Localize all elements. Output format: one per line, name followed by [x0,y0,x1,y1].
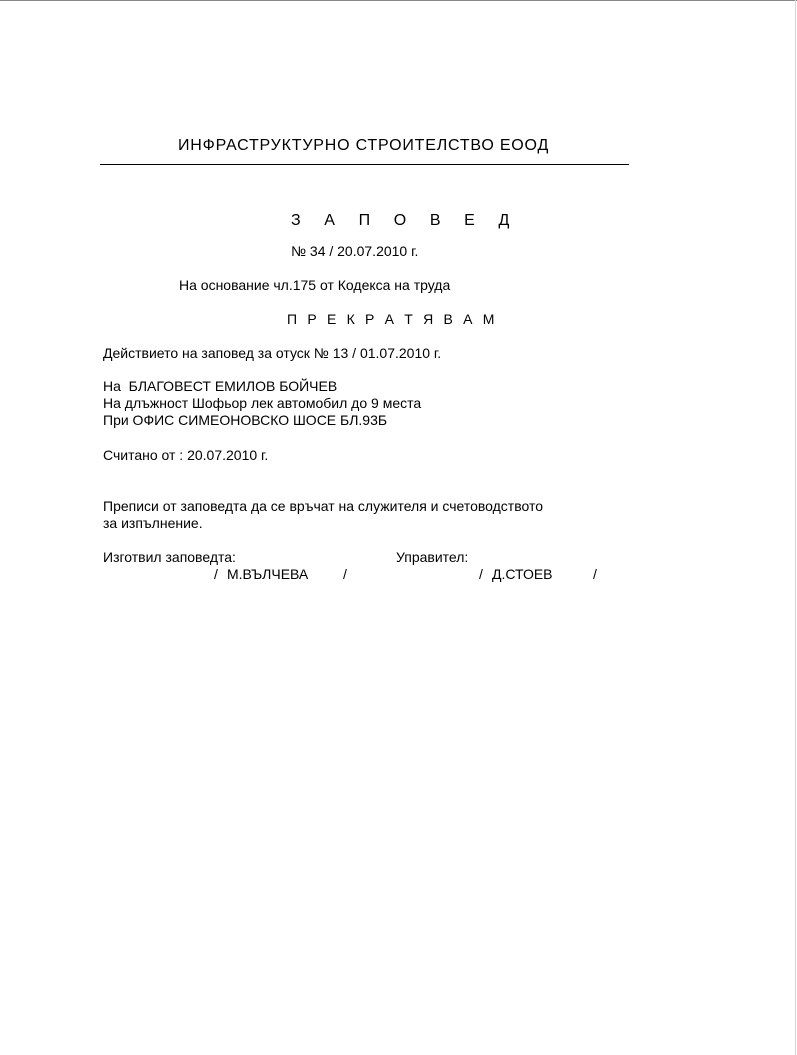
legal-basis: На основание чл.175 от Кодекса на труда [179,277,451,293]
preparer-slash-close: / [343,566,347,582]
header-rule [100,164,629,165]
position-line: На длъжност Шофьор лек автомобил до 9 места [103,395,422,411]
preparer-label: Изготвил заповедта: [103,549,236,565]
preparer-slash-open: / [214,566,218,582]
manager-name: Д.СТОЕВ [492,566,553,582]
manager-label: Управител: [396,549,469,565]
page-top-border [0,0,797,1]
company-name: ИНФРАСТРУКТУРНО СТРОИТЕЛСТВО ЕООД [178,137,550,154]
preparer-name: М.ВЪЛЧЕВА [227,566,309,582]
office-line: При ОФИС СИМЕОНОВСКО ШОСЕ БЛ.93Б [103,412,388,428]
effect-line: Действието на заповед за отуск № 13 / 01.07.2010 г. [103,345,442,361]
order-number: № 34 / 20.07.2010 г. [291,243,419,259]
copies-line-2: за изпълнение. [103,515,203,531]
manager-slash-open: / [479,566,483,582]
manager-slash-close: / [593,566,597,582]
action-word: П Р Е К Р А Т Я В А М [287,311,498,327]
effective-date: Считано от : 20.07.2010 г. [103,447,269,463]
copies-line-1: Преписи от заповедта да се връчат на служителя и счетоводството [103,498,544,514]
employee-line: На БЛАГОВЕСТ ЕМИЛОВ БОЙЧЕВ [103,378,338,394]
document-heading: З А П О В Е Д [291,212,519,229]
page-right-border [795,0,796,1055]
